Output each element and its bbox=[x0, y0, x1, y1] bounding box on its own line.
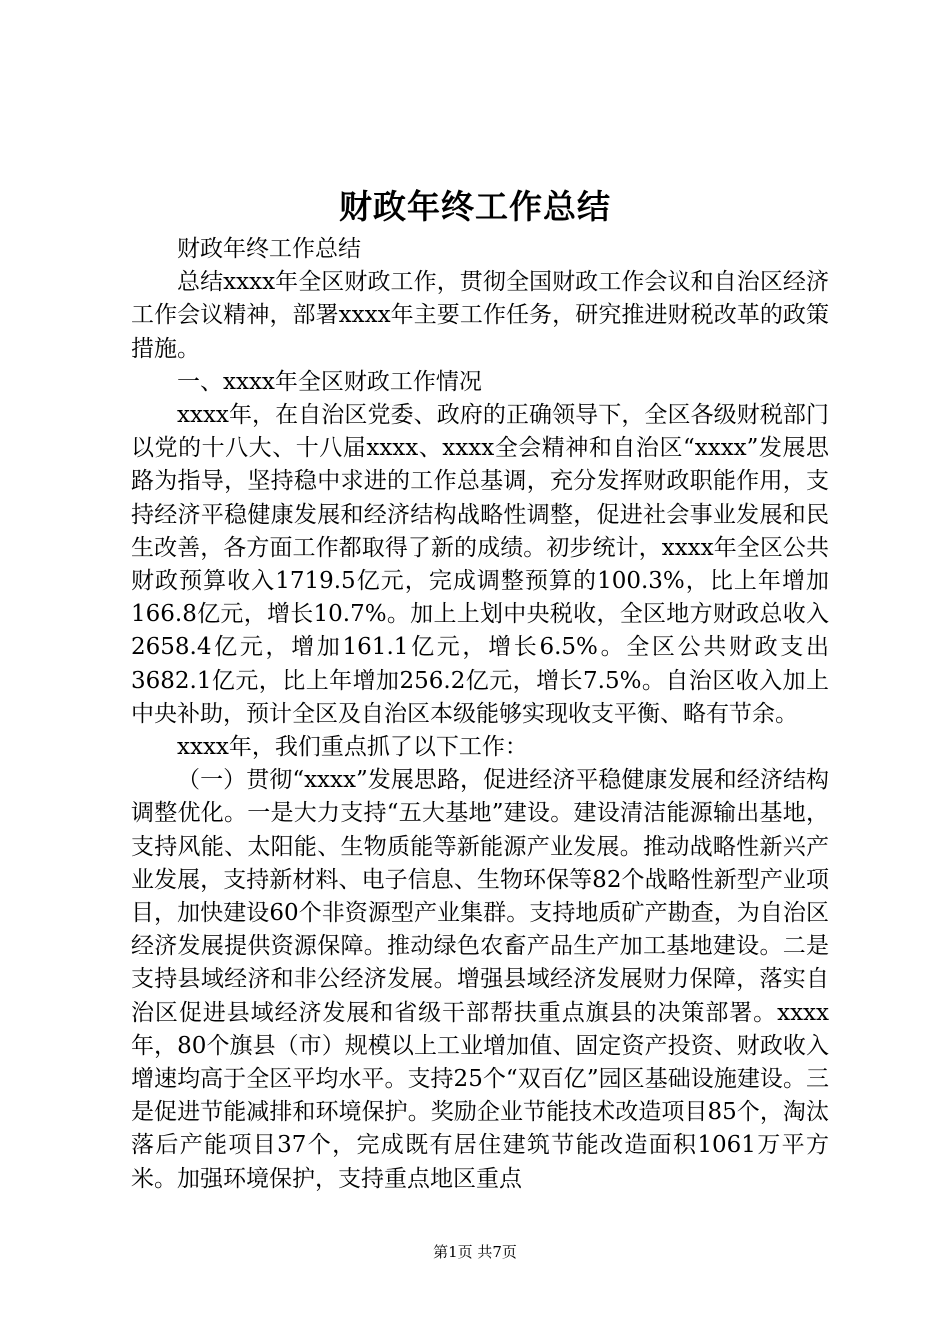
paragraph-heading: 财政年终工作总结 bbox=[177, 236, 361, 262]
document-title: 财政年终工作总结 bbox=[339, 187, 611, 226]
paragraph-key-work: xxxx年，我们重点抓了以下工作： bbox=[177, 734, 528, 761]
paragraph-overview: xxxx年，在自治区党委、政府的正确领导下，全区各级财税部门以党的十八大、十八届xxxx、xxxx全会精神和自治区“xxxx”发展思路为指导，坚持稳中求进的工作总基调，充分发挥财政职能作用，支持经济平稳健康发展和经济结构战略性调整，促进社会事业发展和民生改善，各方面工作都取得了新的成绩。初步统计，xxxx年全区公共财政预算收入1719.5亿元，完成调整预算的100.3%，比上年增加166.8亿元，增长10.7%。加上上划中央税收，全区地方财政总收入2658.4亿元，增加161.1亿元，增长6.5%。全区公共财政支出3682.1亿元，比上年增加256.2亿元，增长7.5%。自治区收入加上中央补助，预计全区及自治区本级能够实现收支平衡、略有节余。 bbox=[131, 402, 829, 727]
paragraph-intro: 总结xxxx年全区财政工作，贯彻全国财政工作会议和自治区经济工作会议精神，部署xxxx年主要工作任务，研究推进财税改革的政策措施。 bbox=[131, 269, 829, 362]
page-footer: 第1页 共7页 bbox=[433, 1243, 517, 1261]
paragraph-item-1: （一）贯彻“xxxx”发展思路，促进经济平稳健康发展和经济结构调整优化。一是大力支持“五大基地”建设。建设清洁能源输出基地，支持风能、太阳能、生物质能等新能源产业发展。推动战略性新兴产业发展，支持新材料、电子信息、生物环保等82个战略性新型产业项目，加快建设60个非资源型产业集群。支持地质矿产勘查，为自治区经济发展提供资源保障。推动绿色农畜产品生产加工基地建设。二是支持县域经济和非公经济发展。增强县域经济发展财力保障，落实自治区促进县域经济发展和省级干部帮扶重点旗县的决策部署。xxxx年，80个旗县（市）规模以上工业增加值、固定资产投资、财政收入增速均高于全区平均水平。支持25个“双百亿”园区基础设施建设。三是促进节能减排和环境保护。奖励企业节能技术改造项目85个，淘汰落后产能项目37个，完成既有居住建筑节能改造面积1061万平方米。加强环境保护，支持重点地区重点 bbox=[131, 767, 829, 1192]
section-heading-1: 一、xxxx年全区财政工作情况 bbox=[177, 368, 482, 395]
document-body bbox=[131, 233, 829, 1196]
